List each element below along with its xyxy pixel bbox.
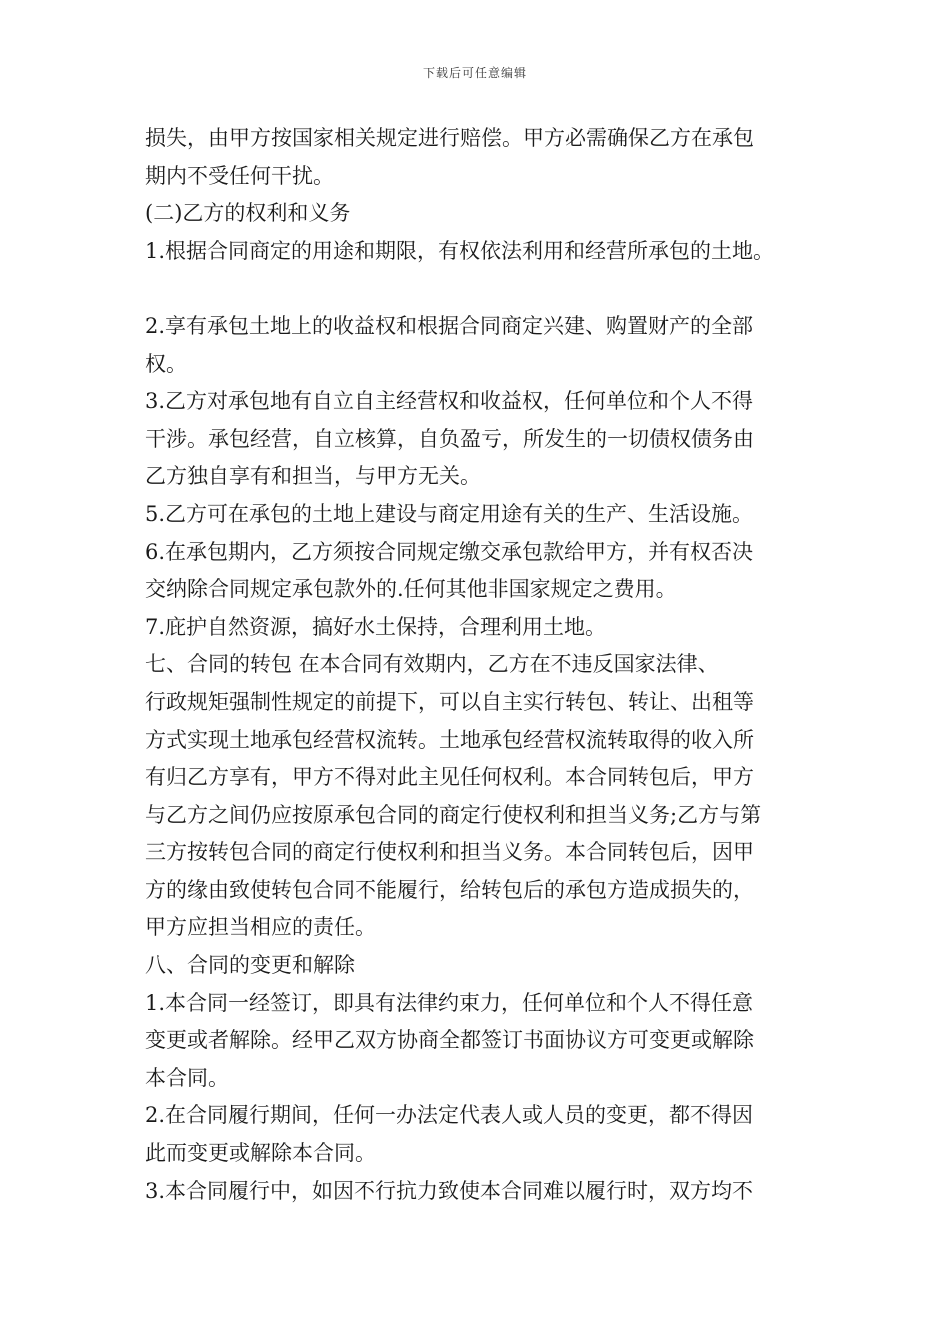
text-line: 三方按转包合同的商定行使权利和担当义务。本合同转包后，因甲 [145, 840, 754, 865]
text-line: 期内不受任何干扰。 [145, 163, 334, 188]
text-line: 变更或者解除。经甲乙双方协商全都签订书面协议方可变更或解除 [145, 1028, 754, 1053]
text-line: 方式实现土地承包经营权流转。土地承包经营权流转取得的收入所 [145, 727, 754, 752]
text-line: 2.在合同履行期间，任何一办法定代表人或人员的变更，都不得因 [145, 1103, 754, 1128]
document-body [145, 120, 825, 1210]
text-line: 本合同。 [145, 1065, 229, 1090]
text-line: 1.根据合同商定的用途和期限，有权依法利用和经营所承包的土地。 [145, 238, 775, 263]
text-line: 权。 [145, 351, 187, 376]
text-line: 7.庇护自然资源，搞好水土保持，合理利用土地。 [145, 614, 607, 639]
text-line: 与乙方之间仍应按原承包合同的商定行使权利和担当义务;乙方与第 [145, 802, 762, 827]
text-line: 有归乙方享有，甲方不得对此主见任何权利。本合同转包后，甲方 [145, 765, 754, 790]
text-line: 方的缘由致使转包合同不能履行，给转包后的承包方造成损失的， [145, 877, 754, 902]
text-line: 1.本合同一经签订，即具有法律约束力，任何单位和个人不得任意 [145, 990, 754, 1015]
text-line: 乙方独自享有和担当，与甲方无关。 [145, 464, 481, 489]
text-line: 甲方应担当相应的责任。 [145, 915, 376, 940]
text-line: 2.享有承包土地上的收益权和根据合同商定兴建、购置财产的全部 [145, 313, 754, 338]
text-line: 5.乙方可在承包的土地上建设与商定用途有关的生产、生活设施。 [145, 501, 754, 526]
blank-line [145, 270, 825, 308]
text-line: 交纳除合同规定承包款外的.任何其他非国家规定之费用。 [145, 577, 677, 602]
text-line: 3.乙方对承包地有自立自主经营权和收益权，任何单位和个人不得 [145, 389, 754, 414]
text-line: 损失，由甲方按国家相关规定进行赔偿。甲方必需确保乙方在承包 [145, 126, 754, 150]
text-line: 干涉。承包经营，自立核算，自负盈亏，所发生的一切债权债务由 [145, 426, 754, 451]
section-heading: (二)乙方的权利和义务 [145, 201, 351, 226]
text-line: 此而变更或解除本合同。 [145, 1141, 376, 1166]
text-line: 3.本合同履行中，如因不行抗力致使本合同难以履行时，双方均不 [145, 1178, 754, 1203]
text-line: 行政规矩强制性规定的前提下，可以自主实行转包、转让、出租等 [145, 689, 754, 714]
page-header: 下载后可任意编辑 [422, 66, 527, 80]
text-line: 6.在承包期内，乙方须按合同规定缴交承包款给甲方，并有权否决 [145, 539, 754, 564]
section-heading: 七、合同的转包 在本合同有效期内，乙方在不违反国家法律、 [145, 652, 719, 677]
section-heading: 八、合同的变更和解除 [145, 953, 355, 978]
